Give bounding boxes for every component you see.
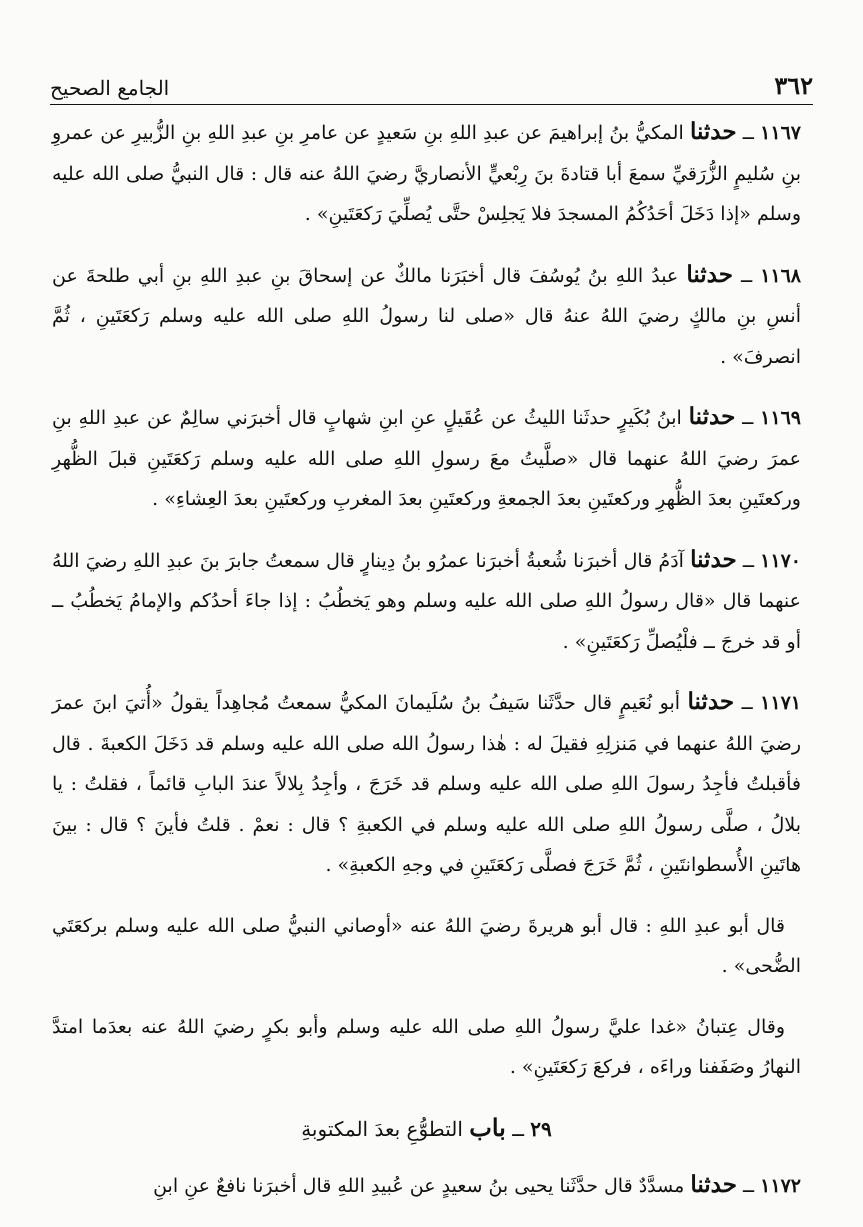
running-title: الجامع الصحيح <box>50 76 170 100</box>
hadith-number: ١١٦٨ <box>760 264 802 287</box>
hadith-1172: ١١٧٢ ــ حدثنا مسدَّدٌ قال حدَّثَنا يحيى بنُ سعيدٍ عن عُبيدِ اللهِ قال أخبرَنا نافعٌ عنِ ابنِ <box>153 1171 801 1198</box>
hadith-1170: ١١٧٠ ــ حدثنا آدَمُ قال أخبرَنا شُعبةُ أخبرَنا عمرُو بنُ دِينارٍ قال سمعتُ جابرَ بنَ عبدِ اللهِ رضيَ اللهُ عنهما قال «قال رسولُ اللهِ صلى الله عليه وسلم وهو يَخطُبُ : إذا جاءَ أحدُكم والإمامُ يَخطُبُ ــ أو قد خرجَ ــ فلْيُصلِّ رَكعَتَينِ» . <box>52 545 801 653</box>
hadith-keyword: حدثنا <box>687 688 735 715</box>
note-abu-abdillah: قال أبو عبدِ اللهِ : قال أبو هريرةَ رضيَ اللهُ عنه «أوصاني النبيُّ صلى الله عليه وسلم بركعَتَي الضُّحى» . <box>52 914 801 977</box>
hadith-keyword: حدثنا <box>688 403 736 430</box>
page-header <box>50 60 813 105</box>
hadith-text: ابنُ بُكَيرٍ حدثَنا الليثُ عن عُقَيلٍ عنِ ابنِ شهابٍ قال أخبرَني سالِمٌ عن عبدِ اللهِ بنِ عمرَ رضيَ اللهُ عنهما قال «صلَّيتُ معَ رسولِ اللهِ صلى الله عليه وسلم رَكعَتَينِ قبلَ الظُّهرِ وركعتَينِ بعدَ الظُّهرِ وركعتَينِ بعدَ الجمعةِ وركعتَينِ بعدَ المغربِ وركعتَينِ بعدَ العِشاءِ» . <box>52 407 801 510</box>
hadith-number: ١١٧٢ <box>760 1175 801 1197</box>
page-number: ٣٦٢ <box>774 71 813 100</box>
hadith-number: ١١٦٧ <box>760 122 801 144</box>
chapter-heading: ٢٩ ــ باب التطوُّعِ بعدَ المكتوبةِ <box>301 1112 552 1142</box>
hadith-keyword: حدثنا <box>690 1171 737 1198</box>
hadith-1169: ١١٦٩ ــ حدثنا ابنُ بُكَيرٍ حدثَنا الليثُ عن عُقَيلٍ عنِ ابنِ شهابٍ قال أخبرَني سالِمٌ عن عبدِ اللهِ بنِ عمرَ رضيَ اللهُ عنهما قال «صلَّيتُ معَ رسولِ اللهِ صلى الله عليه وسلم رَكعَتَينِ قبلَ الظُّهرِ وركعتَينِ بعدَ الظُّهرِ وركعتَينِ بعدَ الجمعةِ وركعتَينِ بعدَ المغربِ وركعتَينِ بعدَ العِشاءِ» . <box>52 403 801 510</box>
chapter-number: ٢٩ <box>530 1116 552 1141</box>
hadith-number: ١١٦٩ <box>760 407 801 429</box>
hadith-keyword: حدثنا <box>690 545 737 573</box>
hadith-text: عبدُ اللهِ بنُ يُوسُفَ قال أخبَرَنا مالكٌ عن إسحاقَ بنِ عبدِ اللهِ بنِ أبي طلحةَ عن أنسِ بنِ مالكٍ رضيَ اللهُ عنهُ قال «صلى لنا رسولُ اللهِ صلى الله عليه وسلم رَكعَتَينِ ، ثُمَّ انصرفَ» . <box>52 264 801 368</box>
hadith-text: آدَمُ قال أخبرَنا شُعبةُ أخبرَنا عمرُو بنُ دِينارٍ قال سمعتُ جابرَ بنَ عبدِ اللهِ رضيَ اللهُ عنهما قال «قال رسولُ اللهِ صلى الله عليه وسلم وهو يَخطُبُ : إذا جاءَ أحدُكم والإمامُ يَخطُبُ ــ أو قد خرجَ ــ فلْيُصلِّ رَكعَتَينِ» . <box>52 549 801 653</box>
hadith-number: ١١٧١ <box>760 692 801 714</box>
hadith-text: مسدَّدٌ قال حدَّثَنا يحيى بنُ سعيدٍ عن عُبيدِ اللهِ قال أخبرَنا نافعٌ عنِ ابنِ <box>153 1175 685 1197</box>
hadith-keyword: حدثنا <box>689 118 737 145</box>
hadith-text: أبو نُعَيمٍ قال حدَّثَنا سَيفُ بنُ سُلَيمانَ المكيُّ سمعتُ مُجاهِداً يقولُ «أُتيَ ابنَ عمرَ رضيَ اللهُ عنهما في مَنزلِهِ فقيلَ له : هٰذا رسولُ الله صلى الله عليه وسلم قد دَخَلَ الكعبةَ . قال فأقبلتُ فأجِدُ رسولَ اللهِ صلى الله عليه وسلم قد خَرَجَ ، وأجِدُ بِلالاً عندَ البابِ قائماً ، فقلتُ : يا بلالُ ، صلَّى رسولُ اللهِ صلى الله عليه وسلم في الكعبةِ ؟ قال : نعمْ . قلتُ فأينَ ؟ قال : بينَ هاتَينِ الأُسطوانتَينِ ، ثُمَّ خَرَجَ فصلَّى رَكعَتَينِ في وجهِ الكعبةِ» . <box>52 692 801 876</box>
hadith-1167: ١١٦٧ ــ حدثنا المكيُّ بنُ إبراهيمَ عن عبدِ اللهِ بنِ سَعيدٍ عن عامرِ بنِ عبدِ اللهِ بنِ الزُّبيرِ عن عمروِ بنِ سُليمٍ الزُّرَقيِّ سمعَ أبا قتادةَ بنَ رِبْعيٍّ الأنصاريَّ رضيَ اللهُ عنه قال : قال النبيُّ صلى الله عليه وسلم «إذا دَخَلَ أحَدُكُمُ المسجدَ فلا يَجلِسْ حتَّى يُصلِّيَ رَكعَتَينِ» . <box>52 118 801 225</box>
hadith-keyword: حدثنا <box>686 260 733 288</box>
page-body <box>52 112 801 1227</box>
hadith-1168: ١١٦٨ ــ حدثنا عبدُ اللهِ بنُ يُوسُفَ قال أخبَرَنا مالكٌ عن إسحاقَ بنِ عبدِ اللهِ بنِ أبي طلحةَ عن أنسِ بنِ مالكٍ رضيَ اللهُ عنهُ قال «صلى لنا رسولُ اللهِ صلى الله عليه وسلم رَكعَتَينِ ، ثُمَّ انصرفَ» . <box>52 260 802 368</box>
hadith-number: ١١٧٠ <box>760 549 801 572</box>
note-itban: وقال عِتبانُ «غدا عليَّ رسولُ اللهِ صلى الله عليه وسلم وأبو بكرٍ رضيَ اللهُ عنه بعدَما امتدَّ النهارُ وصَفَفنا وراءَه ، فركعَ رَكعَتَينِ» . <box>52 1015 801 1078</box>
hadith-1171: ١١٧١ ــ حدثنا أبو نُعَيمٍ قال حدَّثَنا سَيفُ بنُ سُلَيمانَ المكيُّ سمعتُ مُجاهِداً يقولُ «أُتيَ ابنَ عمرَ رضيَ اللهُ عنهما في مَنزلِهِ فقيلَ له : هٰذا رسولُ الله صلى الله عليه وسلم قد دَخَلَ الكعبةَ . قال فأقبلتُ فأجِدُ رسولَ اللهِ صلى الله عليه وسلم قد خَرَجَ ، وأجِدُ بِلالاً عندَ البابِ قائماً ، فقلتُ : يا بلالُ ، صلَّى رسولُ اللهِ صلى الله عليه وسلم في الكعبةِ ؟ قال : نعمْ . قلتُ فأينَ ؟ قال : بينَ هاتَينِ الأُسطوانتَينِ ، ثُمَّ خَرَجَ فصلَّى رَكعَتَينِ في وجهِ الكعبةِ» . <box>52 688 801 876</box>
chapter-title: التطوُّعِ بعدَ المكتوبةِ <box>301 1116 463 1141</box>
hadith-text: المكيُّ بنُ إبراهيمَ عن عبدِ اللهِ بنِ سَعيدٍ عن عامرِ بنِ عبدِ اللهِ بنِ الزُّبيرِ عن عمروِ بنِ سُليمٍ الزُّرَقيِّ سمعَ أبا قتادةَ بنَ رِبْعيٍّ الأنصاريَّ رضيَ اللهُ عنه قال : قال النبيُّ صلى الله عليه وسلم «إذا دَخَلَ أحَدُكُمُ المسجدَ فلا يَجلِسْ حتَّى يُصلِّيَ رَكعَتَينِ» . <box>52 122 801 225</box>
chapter-label: باب <box>469 1112 506 1142</box>
